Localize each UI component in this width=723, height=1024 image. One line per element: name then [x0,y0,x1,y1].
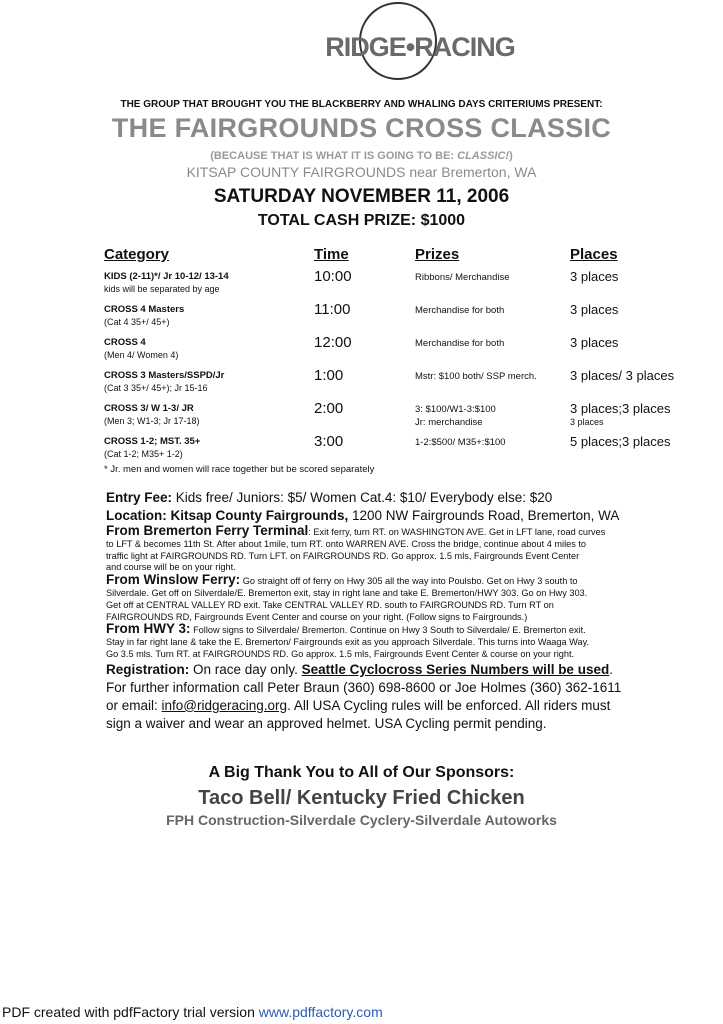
subtitle-suffix: ) [509,150,513,162]
category-note: kids will be separated by age [104,284,220,294]
event-venue: KITSAP COUNTY FAIRGROUNDS near Bremerton, WA [186,164,537,180]
ferry-line-4: and course will be on your right. [106,562,236,573]
ferry-line-1: : Exit ferry, turn RT. on WASHINGTON AVE. Get in LFT lane, road curves [308,527,606,537]
category-name: KIDS (2-11)*/ Jr 10-12/ 13-14 [104,271,229,282]
ferry-line-3: traffic light at FAIRGROUNDS RD. Turn LFT. on FAIRGROUNDS RD. Go approx. 1.5 mls, Fairgrounds Event Center [106,550,580,561]
email-suffix: . All USA Cycling rules will be enforced. All riders must [287,697,611,713]
event-date: SATURDAY NOVEMBER 11, 2006 [213,186,510,207]
entry-fee-text: Kids free/ Juniors: $5/ Women Cat.4: $10/ Everybody else: $20 [172,490,553,505]
winslow-label: From Winslow Ferry: [106,572,241,588]
pdffactory-link[interactable]: www.pdffactory.com [258,1004,383,1020]
race-places-extra: 3 places [570,417,604,427]
hwy3-line-3: Go 3.5 mls. Turn RT. at FAIRGROUNDS RD. Go approx. 1.5 mls, Fairgrounds Event Center & course on your right. [106,648,575,659]
winslow-line-2: Silverdale. Get off on Silverdale/E. Bremerton exit, stay in right lane and take E. Bremerton/HWY 303. Go on Hwy 303. [106,587,588,598]
ferry-label: From Bremerton Ferry Terminal [106,523,309,538]
registration-end: . [609,661,613,677]
category-header: Category [104,246,170,263]
race-time: 1:00 [314,367,344,384]
winslow-line-1: Go straight off of ferry on Hwy 305 all the way into Poulsbo. Get on Hwy 3 south to [240,576,578,587]
registration-label: Registration: [106,661,190,677]
ferry-directions [106,525,706,574]
race-prize-extra: Jr: merchandise [415,417,483,428]
race-time: 12:00 [314,334,352,351]
email-link[interactable]: info@ridgeracing.org [161,697,288,713]
junior-scoring-note: * Jr. men and women will race together but be scored separately [104,464,375,475]
table-row [104,400,704,434]
race-time: 10:00 [314,268,352,285]
contact-line-3: sign a waiver and wear an approved helmet. USA Cycling permit pending. [106,715,547,731]
hwy3-directions [106,623,706,660]
table-row [104,301,704,335]
race-prize: Merchandise for both [415,305,505,316]
footer-text: PDF created with pdfFactory trial version [2,1004,259,1020]
category-name: CROSS 3 Masters/SSPD/Jr [104,370,225,381]
places-header: Places [570,246,618,263]
race-prize: Ribbons/ Merchandise [415,272,510,283]
table-row [104,334,704,368]
presents-line: THE GROUP THAT BROUGHT YOU THE BLACKBERRY AND WHALING DAYS CRITERIUMS PRESENT: [120,99,603,110]
hwy3-label: From HWY 3: [106,621,191,637]
race-places: 3 places [570,302,619,317]
race-time: 2:00 [314,400,344,417]
location-name: Kitsap County Fairgrounds, [166,508,349,523]
prizes-header: Prizes [415,246,460,263]
category-name: CROSS 4 Masters [104,304,185,315]
category-note: (Men 3; W1-3; Jr 17-18) [104,416,200,426]
table-row [104,268,704,302]
category-note: (Cat 1-2; M35+ 1-2) [104,449,183,459]
table-row [104,367,704,401]
event-subtitle [0,150,723,162]
event-title: THE FAIRGROUNDS CROSS CLASSIC [111,113,612,143]
category-name: CROSS 1-2; MST. 35+ [104,436,201,447]
ferry-line-2: to LFT & becomes 11th St. After about 1mile, turn RT. onto WARREN AVE. Cross the bridge, continue about 4 miles to [106,538,587,549]
race-places: 5 places;3 places [570,434,671,449]
series-numbers-note: Seattle Cyclocross Series Numbers will be used [301,661,610,677]
race-prize: Mstr: $100 both/ SSP merch. [415,371,537,382]
race-time: 3:00 [314,433,344,450]
total-prize: TOTAL CASH PRIZE: $1000 [257,212,466,229]
pdf-footer [2,1004,383,1020]
registration-line [106,661,706,679]
category-note: (Cat 4 35+/ 45+) [104,317,170,327]
race-places: 3 places;3 places [570,401,671,416]
category-note: (Cat 3 35+/ 45+); Jr 15-16 [104,383,208,393]
table-row [104,433,704,467]
race-prize: Merchandise for both [415,338,505,349]
winslow-directions [106,574,706,623]
sponsor-line-2: FPH Construction-Silverdale Cyclery-Silverdale Autoworks [166,812,557,828]
category-name: CROSS 4 [104,337,146,348]
race-time: 11:00 [314,301,351,318]
subtitle-italic: CLASSIC! [457,150,510,162]
entry-fee-line [106,489,706,507]
winslow-line-4: FAIRGROUNDS RD, Fairgrounds Event Center and course on your right. (Follow signs to Fairgrounds.) [106,611,528,622]
category-name: CROSS 3/ W 1-3/ JR [104,403,194,414]
event-info [106,489,706,733]
category-note: (Men 4/ Women 4) [104,350,179,360]
race-places: 3 places [570,269,619,284]
logo-text: RIDGE•RACING [325,32,515,62]
race-prize: 3: $100/W1-3:$100 [415,404,496,415]
contact-line-2 [106,697,706,715]
sponsor-line-1: Taco Bell/ Kentucky Fried Chicken [198,787,525,809]
sponsors-thanks: A Big Thank You to All of Our Sponsors: [208,764,515,781]
race-places: 3 places/ 3 places [570,368,675,383]
hwy3-line-2: Stay in far right lane & take the E. Bremerton/ Fairgrounds exit as you approach Silverdale. This turns into Waaga Way. [106,637,590,648]
winslow-line-3: Get off at CENTRAL VALLEY RD exit. Take CENTRAL VALLEY RD. south to FAIRGROUNDS RD. Turn RT on [106,599,554,610]
email-prefix: or email: [106,697,162,713]
race-places: 3 places [570,335,619,350]
contact-line-1: For further information call Peter Braun (360) 698-8600 or Joe Holmes (360) 362-1611 [106,679,622,695]
ridge-racing-logo [300,2,540,90]
location-label: Location: [106,508,167,523]
race-prize: 1-2:$500/ M35+:$100 [415,437,506,448]
subtitle-prefix: (BECAUSE THAT IS WHAT IT IS GOING TO BE: [210,150,458,162]
time-header: Time [314,246,349,263]
location-address: 1200 NW Fairgrounds Road, Bremerton, WA [348,508,620,523]
registration-text: On race day only. [189,661,302,677]
hwy3-line-1: Follow signs to Silverdale/ Bremerton. Continue on Hwy 3 South to Silverdale/ E. Bremerton exit. [190,625,586,636]
entry-fee-label: Entry Fee: [106,490,173,505]
